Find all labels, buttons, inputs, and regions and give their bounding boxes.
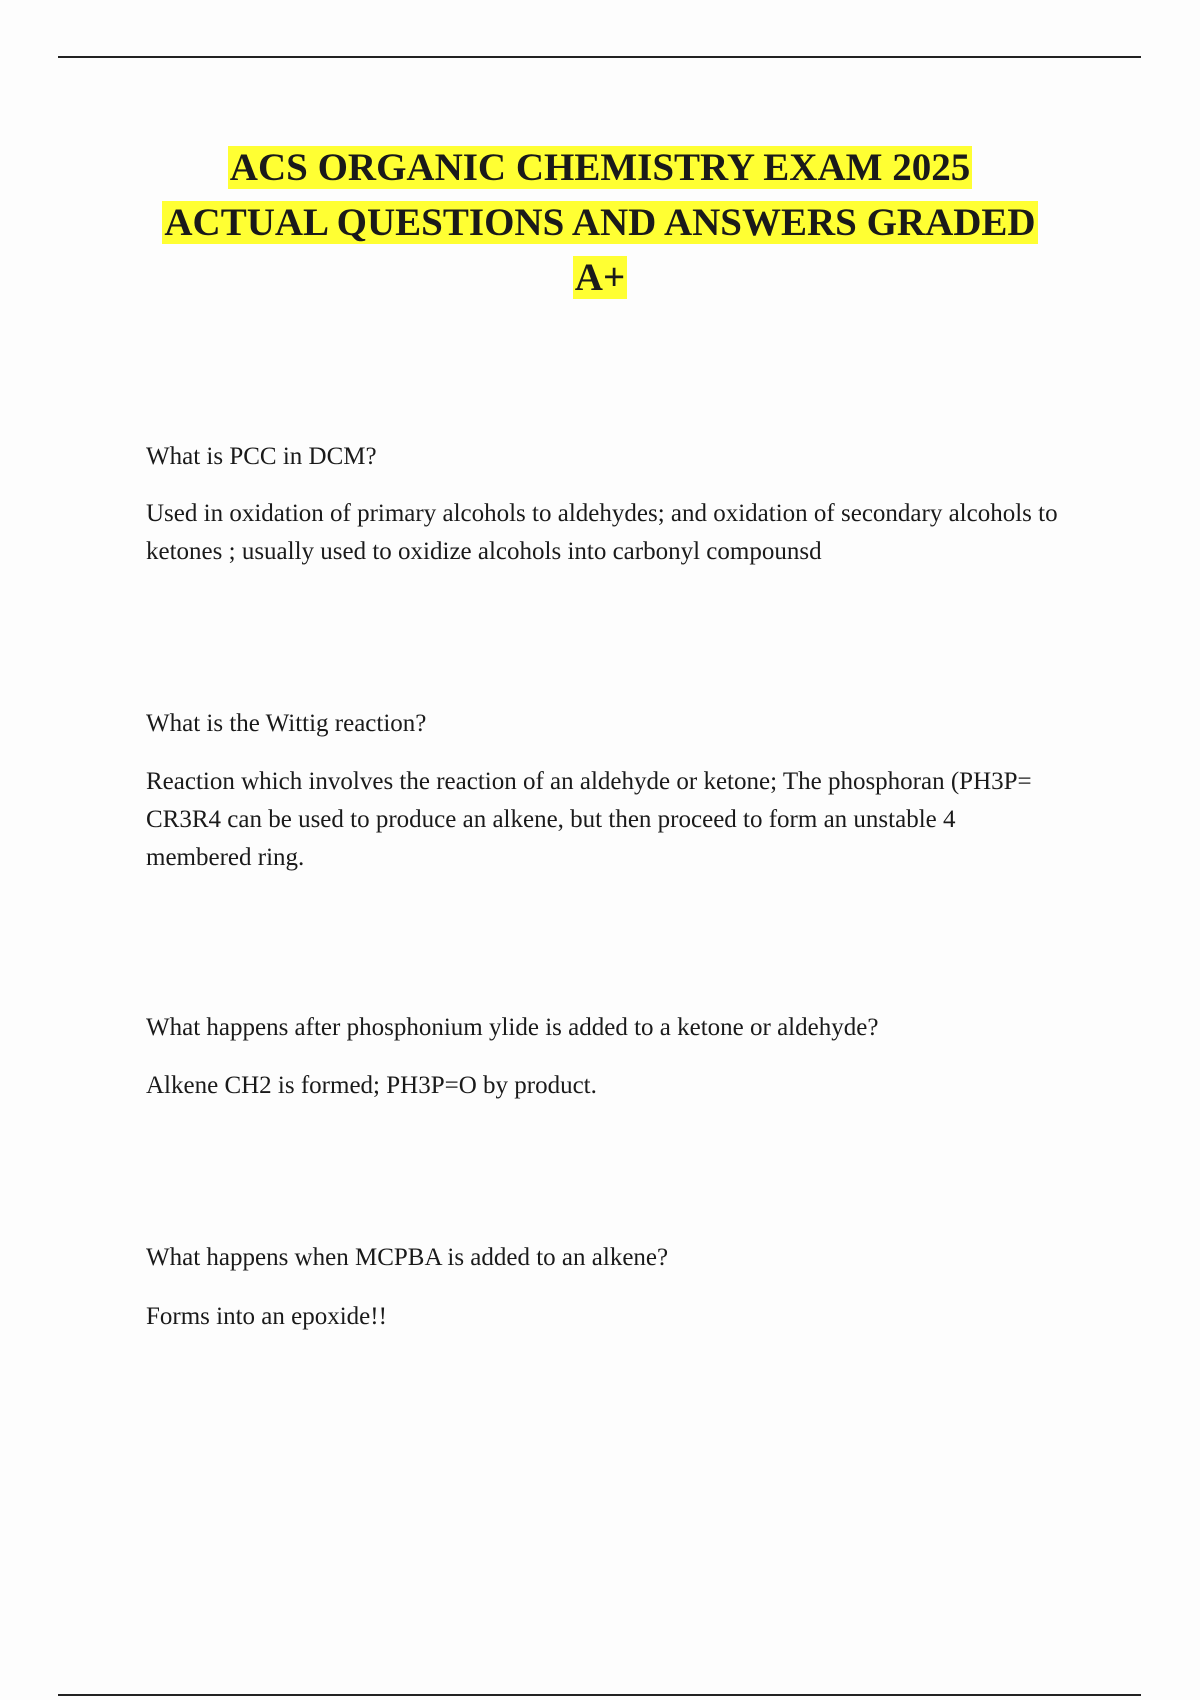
question-1: What is PCC in DCM? — [146, 443, 377, 470]
answer-2: Reaction which involves the reaction of an aldehyde or ketone; The phosphoran (PH3P= CR3R4 can be used to produce an alkene, but then proceed to form an unstable 4 membered ring. — [146, 768, 1032, 871]
title-line-3: A+ — [574, 256, 626, 299]
header-rule — [58, 56, 1141, 58]
title-line-2: ACTUAL QUESTIONS AND ANSWERS GRADED — [164, 201, 1036, 244]
question-4: What happens when MCPBA is added to an alkene? — [146, 1244, 669, 1271]
answer-1: Used in oxidation of primary alcohols to aldehydes; and oxidation of secondary alcohols to ketones ; usually used to oxidize alcohols into carbonyl compounsd — [146, 500, 1058, 565]
answer-3: Alkene CH2 is formed; PH3P=O by product. — [146, 1072, 597, 1099]
question-2: What is the Wittig reaction? — [146, 710, 427, 737]
answer-4: Forms into an epoxide!! — [146, 1303, 387, 1330]
document-title — [0, 140, 1200, 305]
question-3: What happens after phosphonium ylide is added to a ketone or aldehyde? — [146, 1014, 879, 1041]
title-line-1: ACS ORGANIC CHEMISTRY EXAM 2025 — [229, 146, 971, 189]
footer-rule — [58, 1694, 1141, 1696]
